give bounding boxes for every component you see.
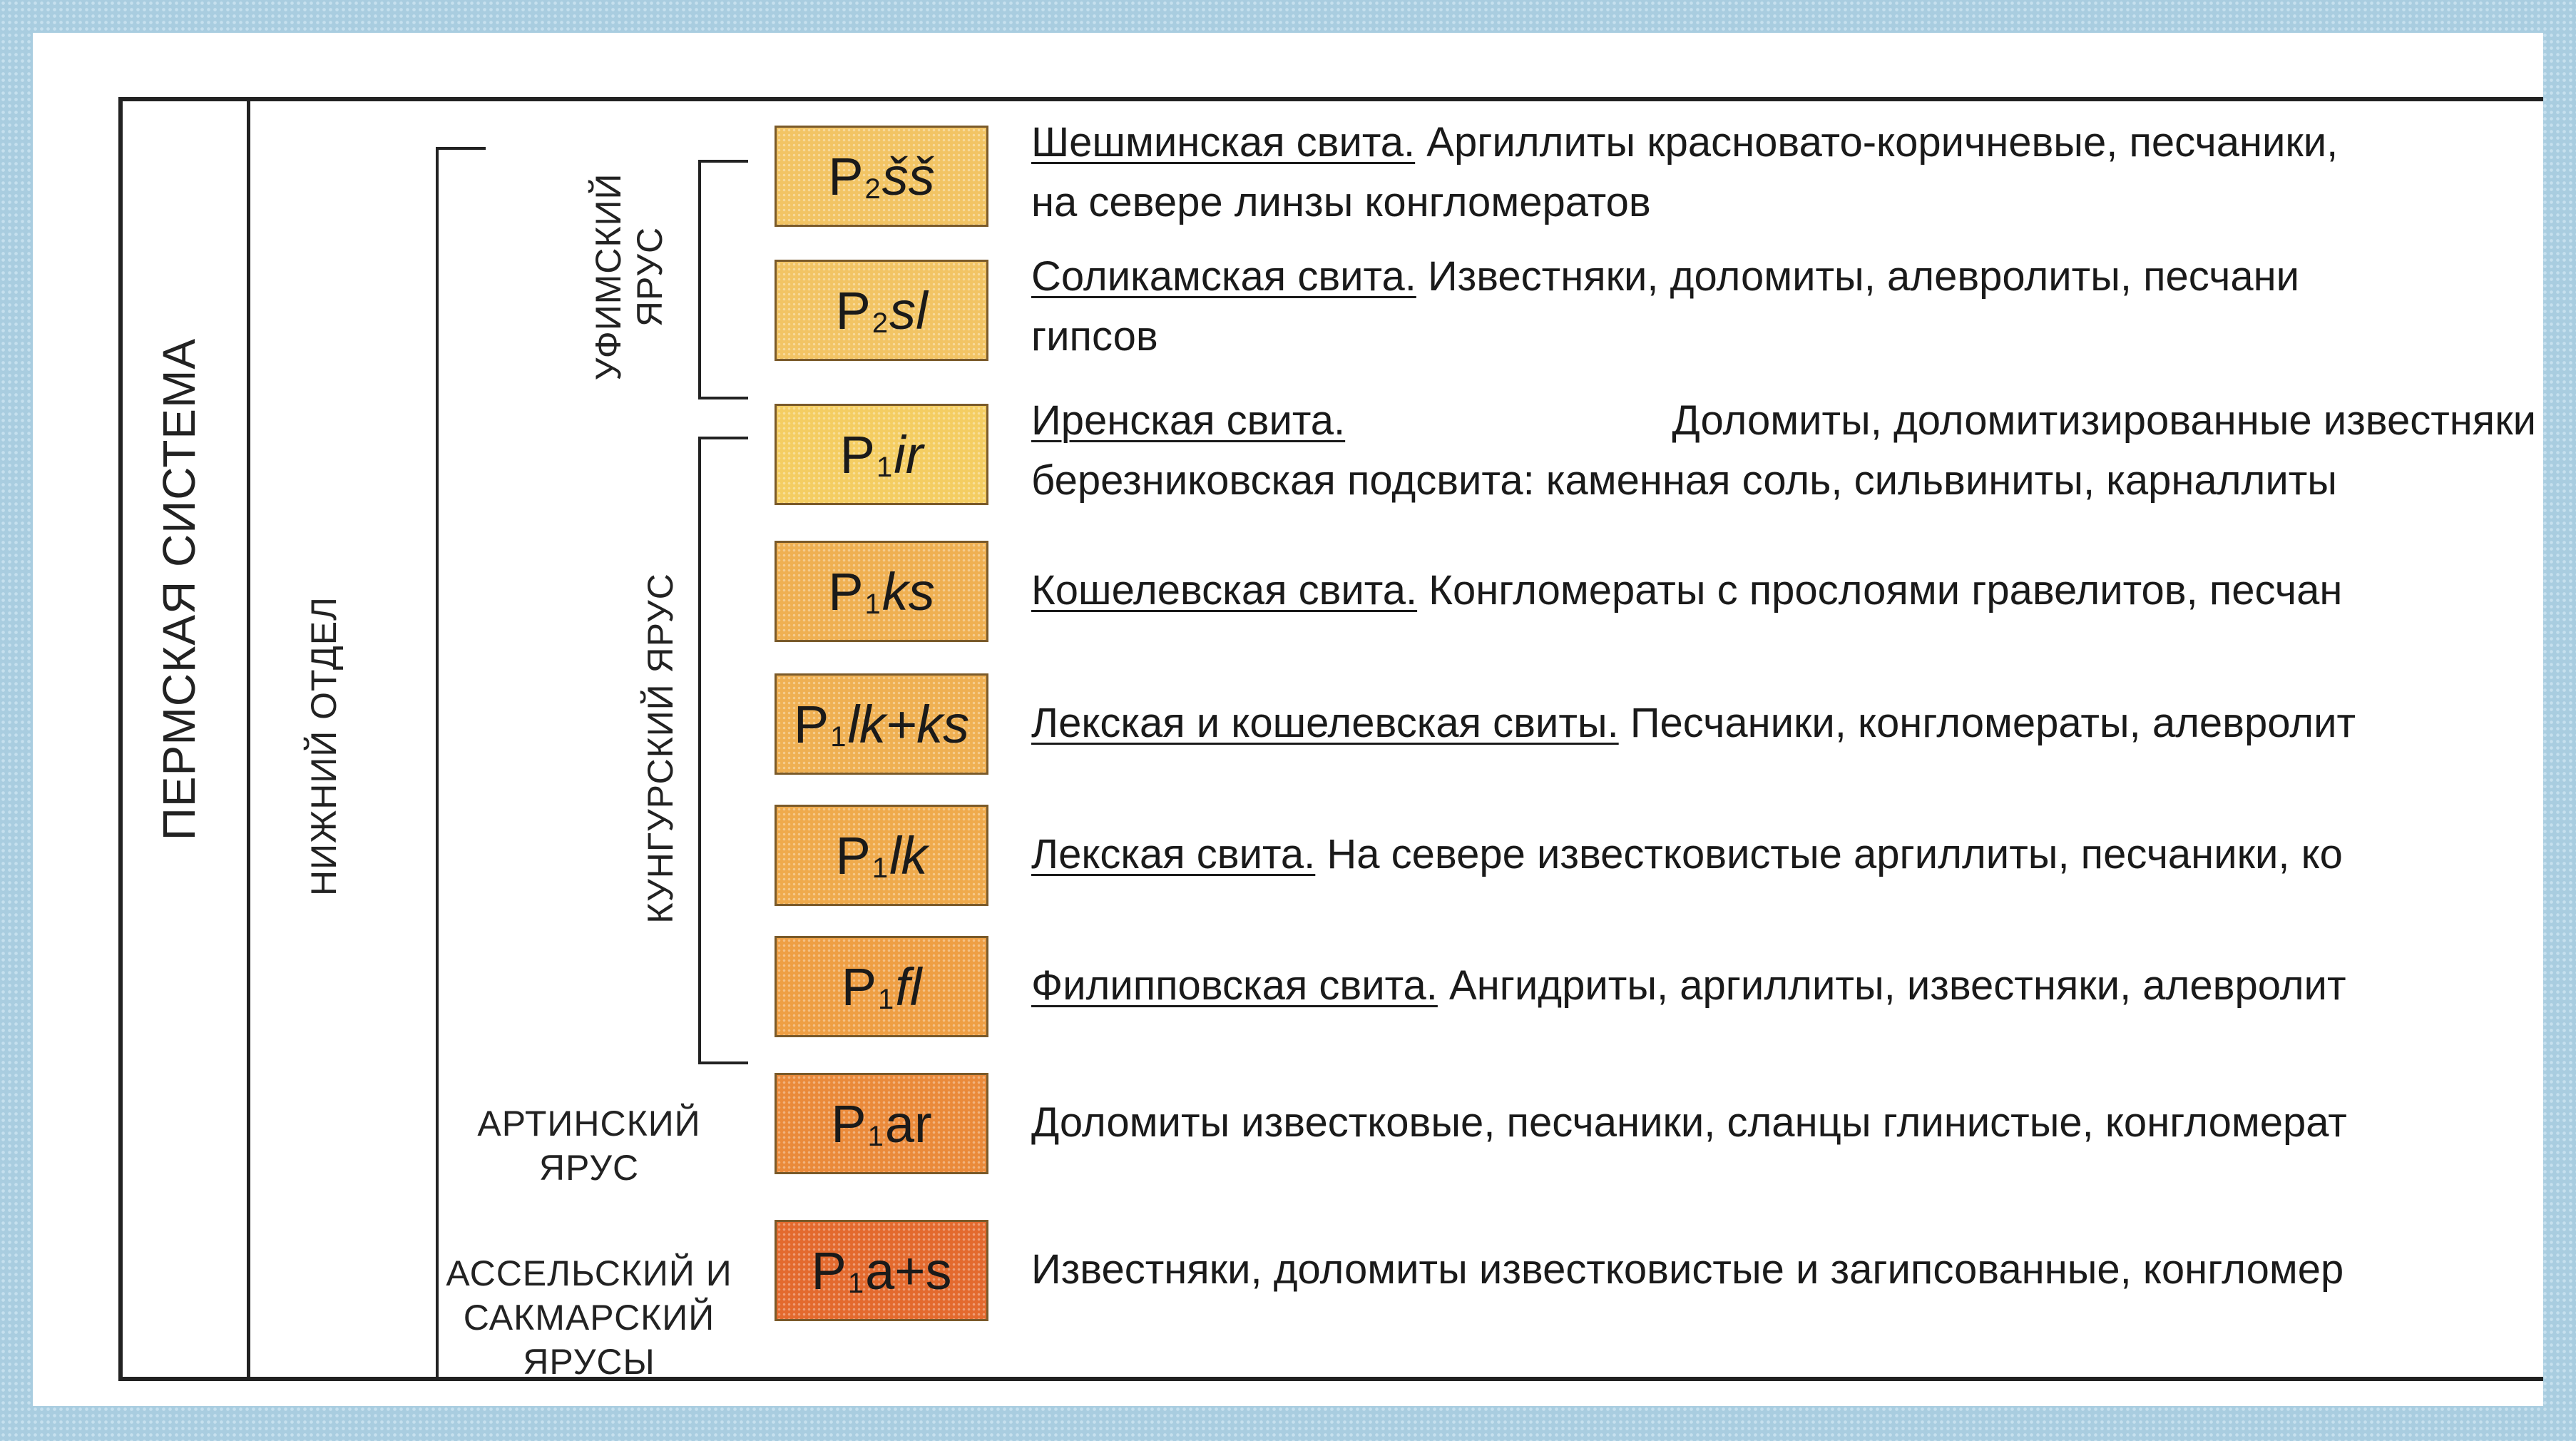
formation-code-box <box>775 541 988 642</box>
formation-name: Кошелевская свита. <box>1031 567 1418 613</box>
formation-name: Филипповская свита. <box>1031 962 1438 1009</box>
formation-lithology: Известняки, доломиты, алевролиты, песчани <box>1416 253 2300 300</box>
formation-description-line <box>1031 253 2299 300</box>
formation-code-box <box>775 673 988 775</box>
formation-name: Лекская и кошелевская свиты. <box>1031 700 1619 746</box>
formation-code-index: a+s <box>865 1241 952 1300</box>
formation-code-epoch: 1 <box>864 588 881 620</box>
formation-code-index: lk <box>889 825 928 885</box>
formation-name: Соликамская свита. <box>1031 253 1416 300</box>
formation-description-continuation: березниковская подсвита: каменная соль, сильвиниты, карналлиты <box>1031 457 2337 504</box>
formation-description-line <box>1031 567 2342 613</box>
formation-description-line <box>1031 962 2346 1009</box>
formation-code-period: P <box>793 694 829 754</box>
formation-lithology: Доломиты известковые, песчаники, сланцы глинистые, конгломерат <box>1031 1099 2347 1146</box>
stage-label-asselian-sakmarian: АССЕЛЬСКИЙ И САКМАРСКИЙ ЯРУСЫ <box>446 1253 732 1382</box>
formation-code-epoch: 1 <box>867 1120 884 1152</box>
formation-description-line <box>1031 700 2356 746</box>
formation-code-index: fl <box>895 957 922 1017</box>
formation-code-epoch: 1 <box>830 720 847 753</box>
formation-description <box>1031 391 2540 511</box>
ufimian-bracket <box>698 160 748 399</box>
formation-code-period: P <box>811 1241 847 1300</box>
column-divider-system <box>247 97 250 1381</box>
formation-code-index: šš <box>881 146 935 206</box>
formation-description <box>1031 1093 2540 1153</box>
formation-name: Шешминская свита. <box>1031 119 1416 166</box>
formation-code-epoch: 2 <box>864 173 881 205</box>
formation-code-box <box>775 805 988 906</box>
formation-description <box>1031 247 2540 367</box>
division-bracket <box>436 147 486 1381</box>
formation-lithology: Известняки, доломиты известковистые и загипсованные, конгломер <box>1031 1246 2344 1293</box>
formation-lithology: Конгломераты с прослоями гравелитов, песчан <box>1417 567 2343 613</box>
formation-name: Лекская свита. <box>1031 831 1316 877</box>
formation-lithology: Аргиллиты красновато-коричневые, песчаники, <box>1415 119 2339 166</box>
formation-code-box <box>775 260 988 361</box>
formation-code-epoch: 2 <box>872 307 889 339</box>
formation-description-line <box>1031 391 2536 451</box>
formation-code-box <box>775 936 988 1037</box>
formation-code-box <box>775 1220 988 1321</box>
formation-code-box <box>775 1073 988 1174</box>
formation-description <box>1031 956 2540 1016</box>
formation-code-period: P <box>831 1094 867 1154</box>
formation-description-line <box>1031 119 2338 166</box>
formation-code-index: ir <box>894 424 924 484</box>
formation-code-index: lk+ks <box>847 694 970 754</box>
formation-description-line <box>1031 1246 2344 1293</box>
formation-code-index: ar <box>884 1094 932 1154</box>
formation-code-epoch: 1 <box>878 983 894 1015</box>
formation-description <box>1031 1240 2540 1300</box>
division-label: НИЖНИЙ ОТДЕЛ <box>304 596 344 896</box>
formation-code-epoch: 1 <box>847 1267 864 1299</box>
system-label: ПЕРМСКАЯ СИСТЕМА <box>153 337 205 841</box>
formation-code-period: P <box>828 146 864 206</box>
stage-label-ufimian: УФИМСКИЙ ЯРУС <box>588 173 670 381</box>
formation-description-line <box>1031 831 2343 877</box>
formation-description-line <box>1031 1099 2347 1146</box>
formation-lithology: Песчаники, конгломераты, алевролит <box>1618 700 2356 746</box>
formation-code-period: P <box>841 957 877 1017</box>
formation-code-index: ks <box>881 561 935 621</box>
formation-code-box <box>775 404 988 505</box>
formation-code-box <box>775 126 988 227</box>
formation-code-epoch: 1 <box>872 852 889 884</box>
stage-label-kungurian: КУНГУРСКИЙ ЯРУС <box>640 573 680 924</box>
formation-code-index: sl <box>889 280 928 340</box>
kungurian-bracket <box>698 437 748 1064</box>
formation-code-period: P <box>835 825 871 885</box>
formation-description-continuation: на севере линзы конгломератов <box>1031 179 1651 225</box>
formation-description <box>1031 825 2540 885</box>
formation-name: Иренская свита. <box>1031 397 1346 444</box>
formation-code-period: P <box>828 561 864 621</box>
formation-description <box>1031 113 2540 233</box>
formation-code-epoch: 1 <box>876 451 893 483</box>
formation-description-continuation: гипсов <box>1031 313 1158 360</box>
chart-sheet <box>33 33 2543 1406</box>
formation-code-period: P <box>835 280 871 340</box>
formation-lithology: Доломиты, доломитизированные известняки <box>1672 397 2536 444</box>
formation-description <box>1031 561 2540 621</box>
formation-lithology: Ангидриты, аргиллиты, известняки, алевролит <box>1437 962 2346 1009</box>
formation-code-period: P <box>839 424 875 484</box>
formation-description <box>1031 693 2540 753</box>
formation-lithology: На севере известковистые аргиллиты, песчаники, ко <box>1315 831 2343 877</box>
stage-label-artinskian: АРТИНСКИЙ ЯРУС <box>477 1104 701 1188</box>
